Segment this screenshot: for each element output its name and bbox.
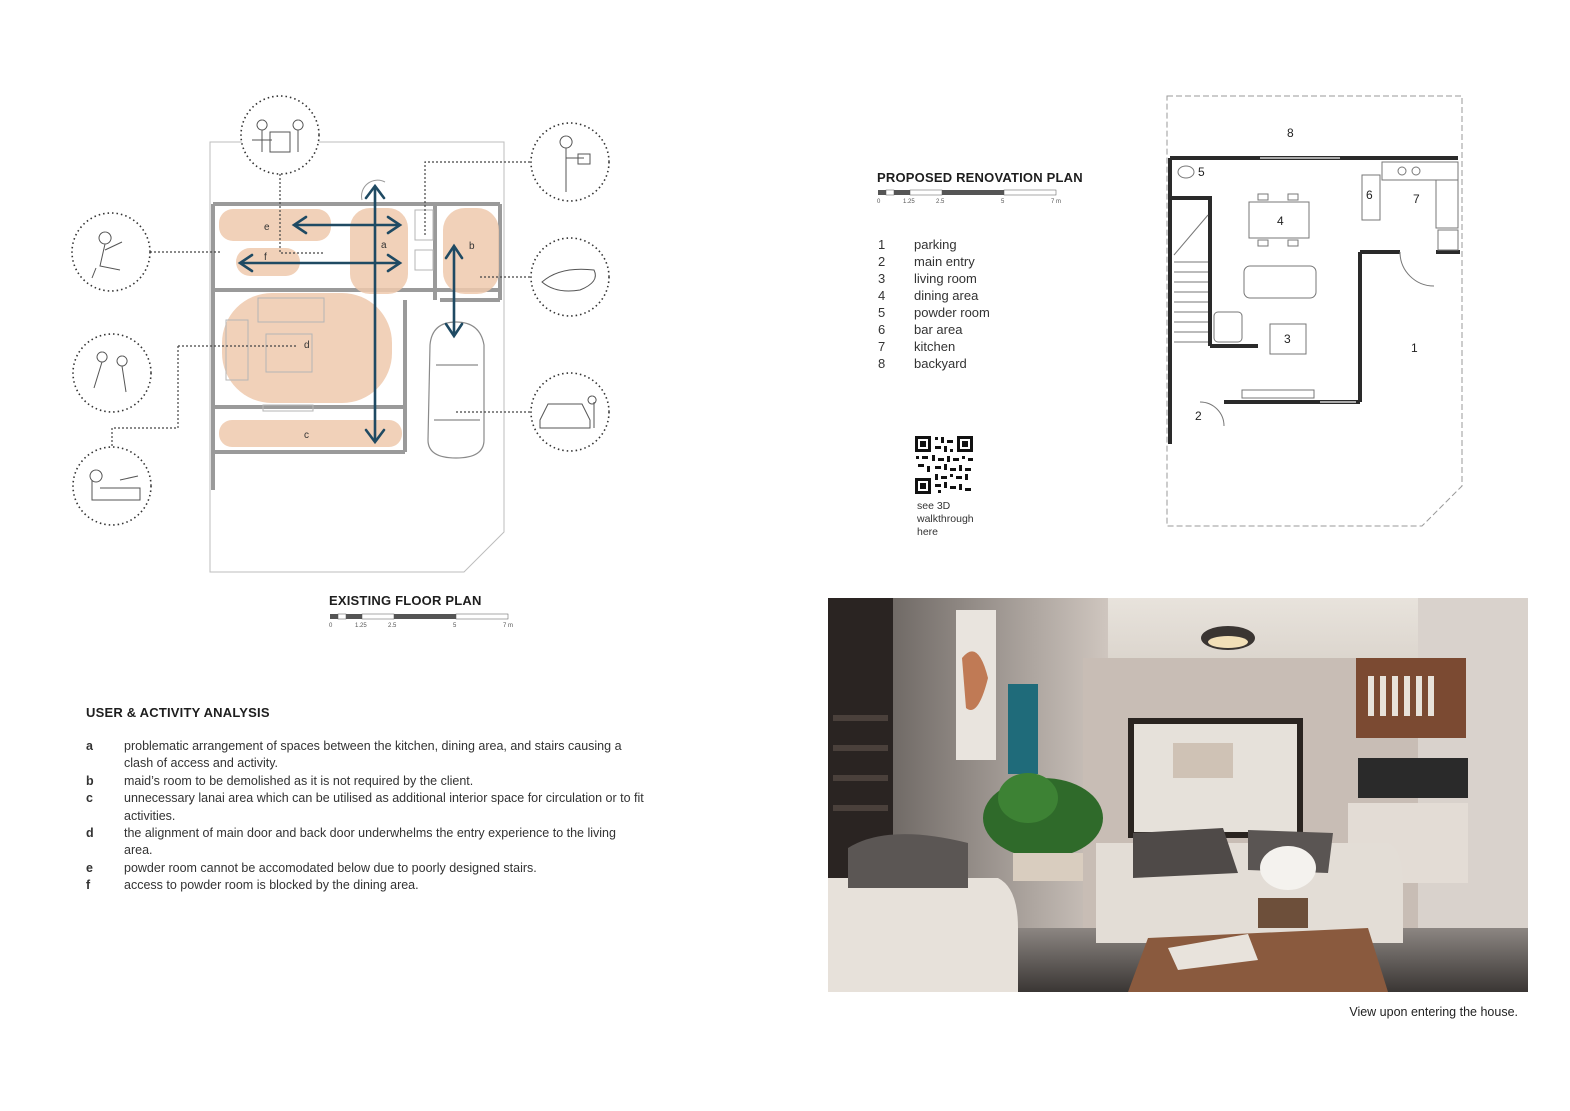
analysis-text: unnecessary lanai area which can be utilised as additional interior space for circulation or to fit activities.: [124, 791, 644, 823]
analysis-text: powder room cannot be accomodated below due to poorly designed stairs.: [124, 860, 537, 875]
legend-number: 4: [878, 288, 886, 303]
existing-scale-tick-1: 1.25: [355, 623, 367, 629]
existing-plan-title: EXISTING FLOOR PLAN: [329, 593, 482, 608]
analysis-key: b: [86, 773, 94, 788]
vignette-playing: [73, 334, 151, 412]
zone-label-c: c: [304, 430, 309, 441]
vignette-dining: [241, 96, 319, 174]
zone-label-e: e: [264, 222, 270, 233]
zone-label-d: d: [304, 340, 310, 351]
analysis-text: maid’s room to be demolished as it is not required by the client.: [124, 773, 474, 788]
analysis-text: problematic arrangement of spaces between the kitchen, dining area, and stairs causing a clash of access and activity.: [124, 739, 622, 771]
proposed-plan-title: PROPOSED RENOVATION PLAN: [877, 170, 1083, 185]
list-item: [86, 825, 646, 860]
existing-scale-tick-3: 5: [453, 623, 457, 629]
qr-caption-line: see 3D: [917, 500, 951, 512]
zone-a: [350, 208, 408, 294]
analysis-key: d: [86, 826, 94, 841]
room-number-4: 4: [1277, 214, 1284, 228]
room-number-5: 5: [1198, 165, 1205, 179]
room-number-1: 1: [1411, 341, 1418, 355]
analysis-key: a: [86, 739, 93, 753]
interior-render-image: [828, 598, 1528, 992]
legend-number: 1: [878, 237, 886, 252]
list-item: [86, 773, 646, 790]
room-number-7: 7: [1413, 192, 1420, 206]
legend-name: kitchen: [914, 339, 956, 354]
legend-number: 7: [878, 339, 886, 354]
vignette-reading: [72, 213, 150, 291]
analysis-key: f: [86, 878, 91, 893]
analysis-key: c: [86, 791, 93, 806]
legend-number: 5: [878, 305, 886, 320]
zone-label-f: f: [264, 252, 267, 263]
zone-label-a: a: [381, 240, 387, 251]
vignette-resting: [531, 238, 609, 316]
vignette-car: [531, 373, 609, 451]
legend-number: 2: [878, 254, 886, 269]
legend-name: bar area: [914, 322, 963, 337]
room-number-6: 6: [1366, 188, 1373, 202]
analysis-title: USER & ACTIVITY ANALYSIS: [86, 705, 270, 720]
list-item: [86, 860, 646, 877]
render-caption: View upon entering the house.: [1349, 1005, 1518, 1019]
qr-caption-line: walkthrough: [917, 513, 974, 525]
room-number-3: 3: [1284, 332, 1291, 346]
activity-zones: [219, 208, 499, 447]
existing-scale-tick-2: 2.5: [388, 623, 397, 629]
analysis-text: the alignment of main door and back door underwhelms the entry experience to the living area.: [124, 826, 616, 858]
proposed-scale-tick-3: 5: [1001, 199, 1005, 205]
existing-scale-tick-4: 7 m: [503, 623, 514, 629]
legend-name: dining area: [914, 288, 979, 303]
proposed-scale-tick-2: 2.5: [936, 199, 945, 205]
list-item: [86, 738, 646, 773]
walkthrough-link[interactable]: [917, 500, 997, 539]
room-number-8: 8: [1287, 126, 1294, 140]
list-item: [86, 877, 646, 894]
proposed-scale-tick-4: 7 m: [1051, 199, 1062, 205]
analysis-text: access to powder room is blocked by the dining area.: [124, 878, 419, 893]
existing-scale-tick-0: 0: [329, 623, 333, 629]
zone-label-b: b: [469, 241, 475, 252]
legend-name: main entry: [914, 254, 975, 269]
car-icon: [428, 322, 484, 458]
legend-number: 6: [878, 322, 886, 337]
qr-caption-line: here: [917, 526, 939, 538]
legend-name: parking: [914, 237, 957, 252]
proposed-scale-tick-1: 1.25: [903, 199, 915, 205]
room-number-2: 2: [1195, 409, 1202, 423]
existing-scale-bar: [329, 614, 513, 629]
legend-name: living room: [914, 271, 977, 286]
legend-name: backyard: [914, 356, 967, 371]
legend-name: powder room: [914, 305, 990, 320]
list-item: [86, 790, 646, 825]
vignette-lounging: [73, 447, 151, 525]
legend-number: 3: [878, 271, 886, 286]
legend-number: 8: [878, 356, 886, 371]
analysis-list: [86, 738, 646, 895]
analysis-key: e: [86, 860, 93, 875]
vignette-cooking: [531, 123, 609, 201]
proposed-scale-tick-0: 0: [877, 199, 881, 205]
